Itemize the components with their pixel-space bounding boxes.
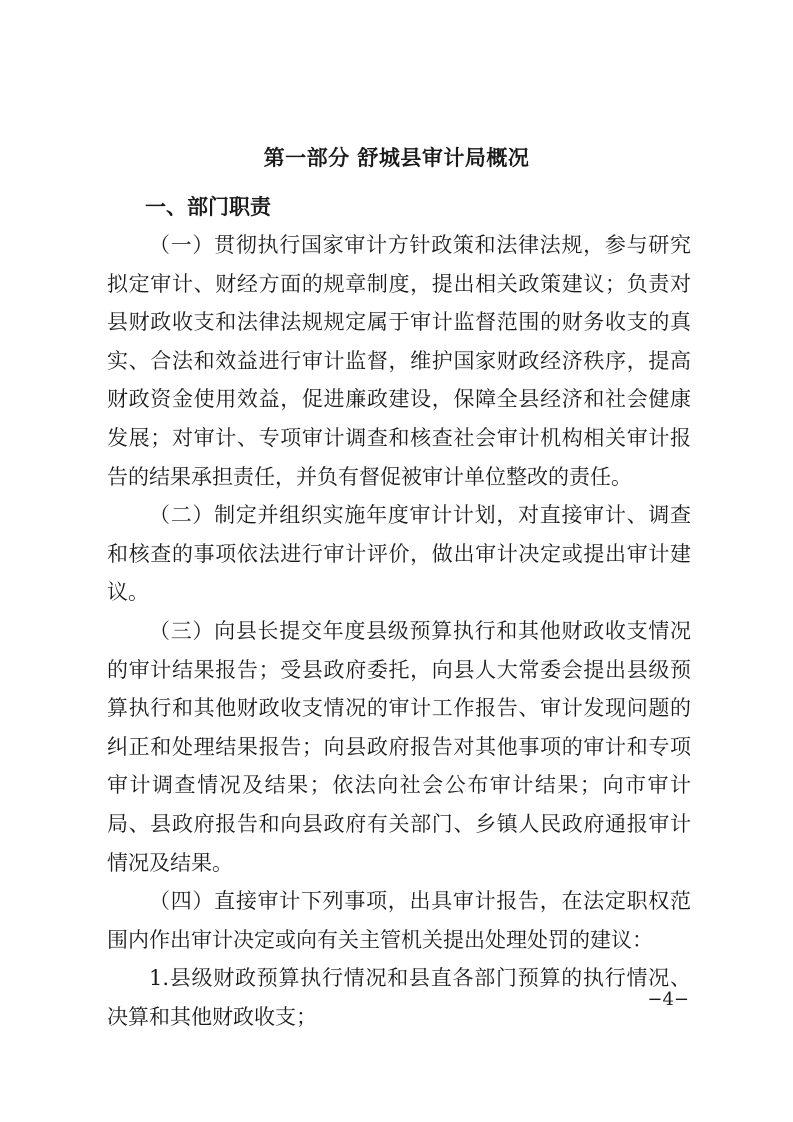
page-title: 第一部分 舒城县审计局概况	[263, 146, 530, 170]
page-number: −4−	[647, 989, 689, 1010]
paragraph-3: （三）向县长提交年度县级预算执行和其他财政收支情况的审计结果报告；受县政府委托，向县人大常委会提出县级预算执行和其他财政收支情况的审计工作报告、审计发现问题的纠正和处理结果报告；向县政府报告对其他事项的审计和专项审计调查情况及结果；依法向社会公布审计结果；向市审计局、县政府报告和向县政府有关部门、乡镇人民政府通报审计情况及结果。	[107, 618, 691, 875]
paragraph-4: （四）直接审计下列事项，出具审计报告，在法定职权范围内作出审计决定或向有关主管机关提出处理处罚的建议：	[107, 889, 691, 952]
paragraph-5: 1.县级财政预算执行情况和县直各部门预算的执行情况、决算和其他财政收支；	[107, 966, 691, 1029]
paragraph-2: （二）制定并组织实施年度审计计划，对直接审计、调查和核查的事项依法进行审计评价，做出审计决定或提出审计建议。	[107, 503, 691, 605]
section-heading: 一、部门职责	[145, 195, 271, 219]
document-body	[107, 226, 691, 1036]
paragraph-1: （一）贯彻执行国家审计方针政策和法律法规，参与研究拟定审计、财经方面的规章制度，提出相关政策建议；负责对县财政收支和法律法规规定属于审计监督范围的财务收支的真实、合法和效益进行审计监督，维护国家财政经济秩序，提高财政资金使用效益，促进廉政建设，保障全县经济和社会健康发展；对审计、专项审计调查和核查社会审计机构相关审计报告的结果承担责任，并负有督促被审计单位整改的责任。	[107, 233, 691, 489]
